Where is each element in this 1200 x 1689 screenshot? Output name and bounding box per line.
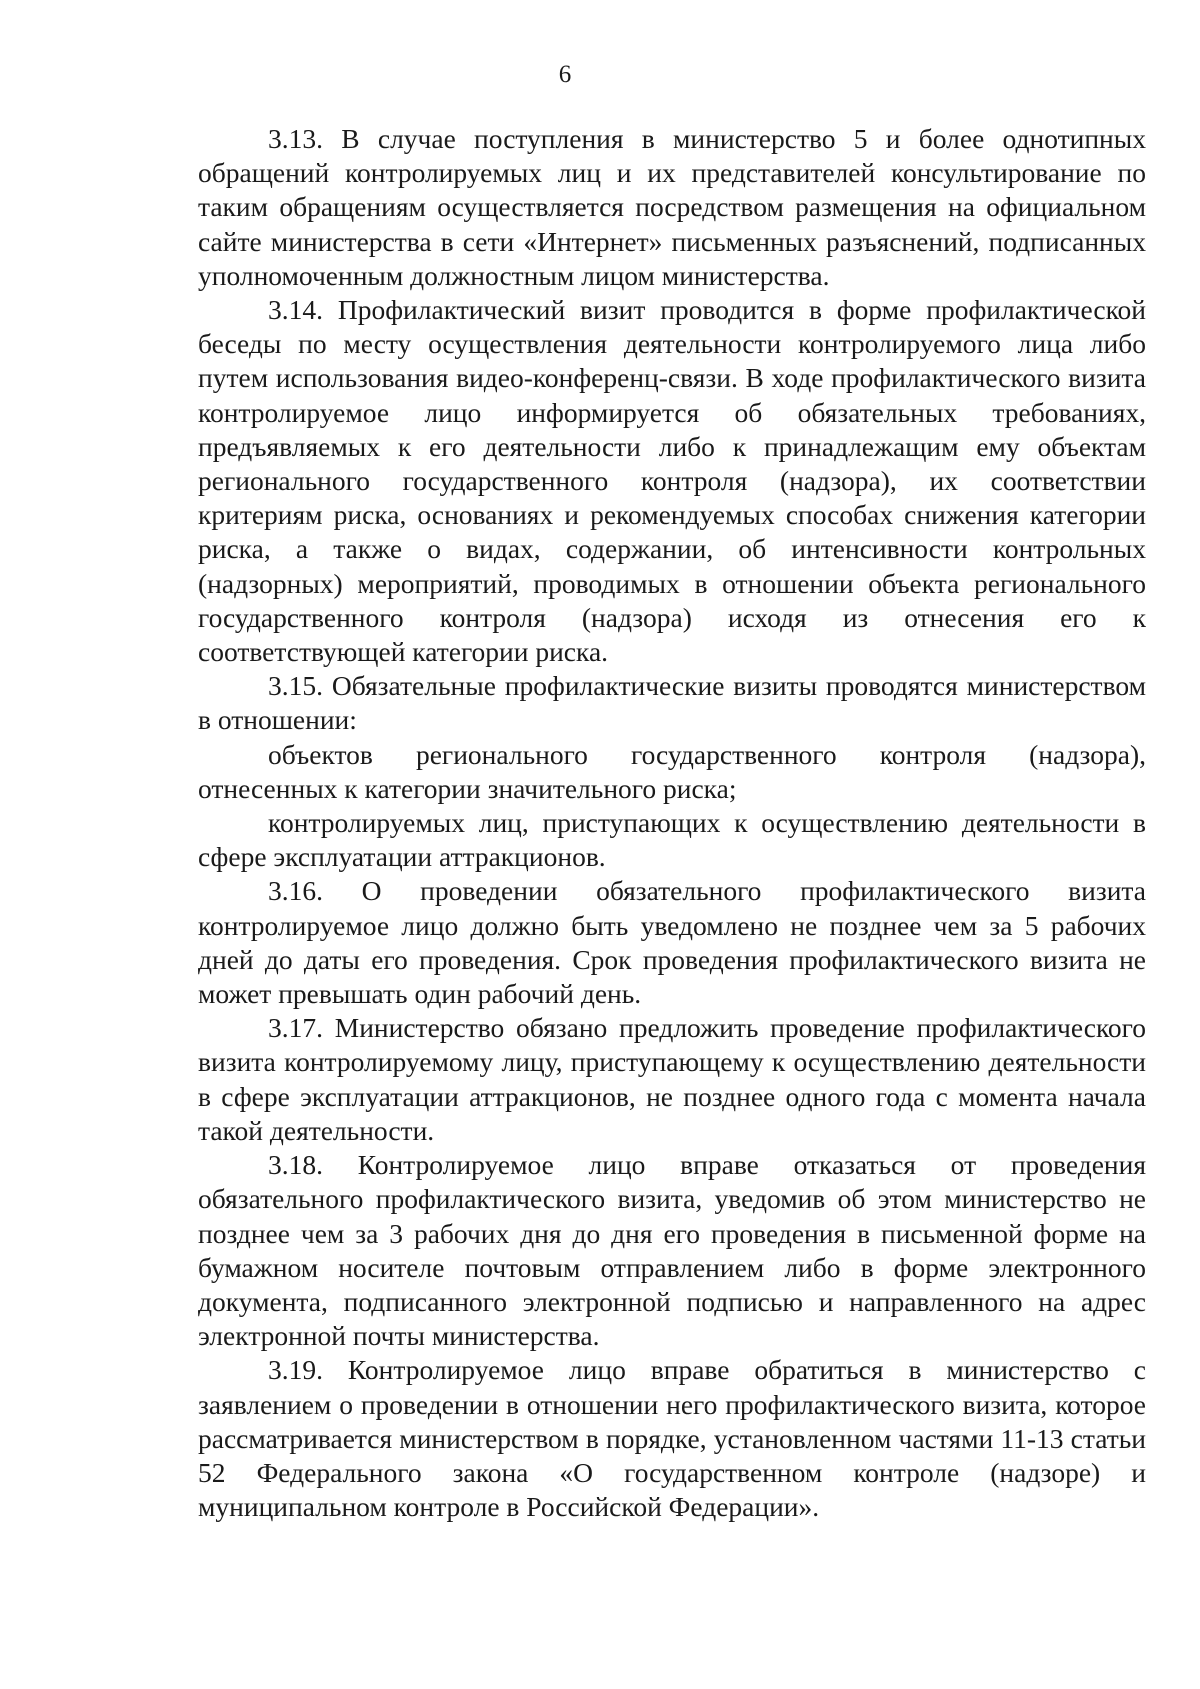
paragraph-3-15: 3.15. Обязательные профилактические визиты проводятся министерством в отношении: bbox=[198, 670, 1146, 736]
paragraph-3-17: 3.17. Министерство обязано предложить проведение профилактического визита контролируемому лицу, приступающему к осуществлению деятельности в сфере эксплуатации аттракционов, не позднее одного года с момента начала такой деятельности. bbox=[198, 1012, 1146, 1146]
page-number: 6 bbox=[558, 61, 572, 88]
paragraph-3-14: 3.14. Профилактический визит проводится в форме профилактической беседы по месту осуществления деятельности контролируемого лица либо путем использования видео-конференц-связи. В ходе профилактического визита контролируемое лицо информируется об обязательных требованиях, предъявляемых к его деятельности либо к принадлежащим ему объектам регионального государственного контроля (надзора), их соответствии критериям риска, основаниях и рекомендуемых способах снижения категории риска, а также о видах, содержании, об интенсивности контрольных (надзорных) мероприятий, проводимых в отношении объекта регионального государственного контроля (надзора) исходя из отнесения его к соответствующей категории риска. bbox=[198, 294, 1146, 668]
document-body bbox=[198, 122, 1146, 1524]
paragraph-3-13: 3.13. В случае поступления в министерство 5 и более однотипных обращений контролируемых лиц и их представителей консультирование по таким обращениям осуществляется посредством размещения на официальном сайте министерства в сети «Интернет» письменных разъяснений, подписанных уполномоченным должностным лицом министерства. bbox=[198, 123, 1146, 291]
paragraph-3-15-item-objects: объектов регионального государственного контроля (надзора), отнесенных к категории значительного риска; bbox=[198, 738, 1146, 804]
paragraph-3-18: 3.18. Контролируемое лицо вправе отказаться от проведения обязательного профилактического визита, уведомив об этом министерство не позднее чем за 3 рабочих дня до дня его проведения в письменной форме на бумажном носителе почтовым отправлением либо в форме электронного документа, подписанного электронной подписью и направленного на адрес электронной почты министерства. bbox=[198, 1149, 1146, 1352]
paragraph-3-16: 3.16. О проведении обязательного профилактического визита контролируемое лицо должно быть уведомлено не позднее чем за 5 рабочих дней до даты его проведения. Срок проведения профилактического визита не может превышать один рабочий день. bbox=[198, 875, 1146, 1010]
paragraph-3-15-item-persons: контролируемых лиц, приступающих к осуществлению деятельности в сфере эксплуатации аттракционов. bbox=[198, 807, 1146, 873]
paragraph-3-19: 3.19. Контролируемое лицо вправе обратиться в министерство с заявлением о проведении в отношении него профилактического визита, которое рассматривается министерством в порядке, установленном частями 11-13 статьи 52 Федерального закона «О государственном контроле (надзоре) и муниципальном контроле в Российской Федерации». bbox=[198, 1354, 1146, 1523]
